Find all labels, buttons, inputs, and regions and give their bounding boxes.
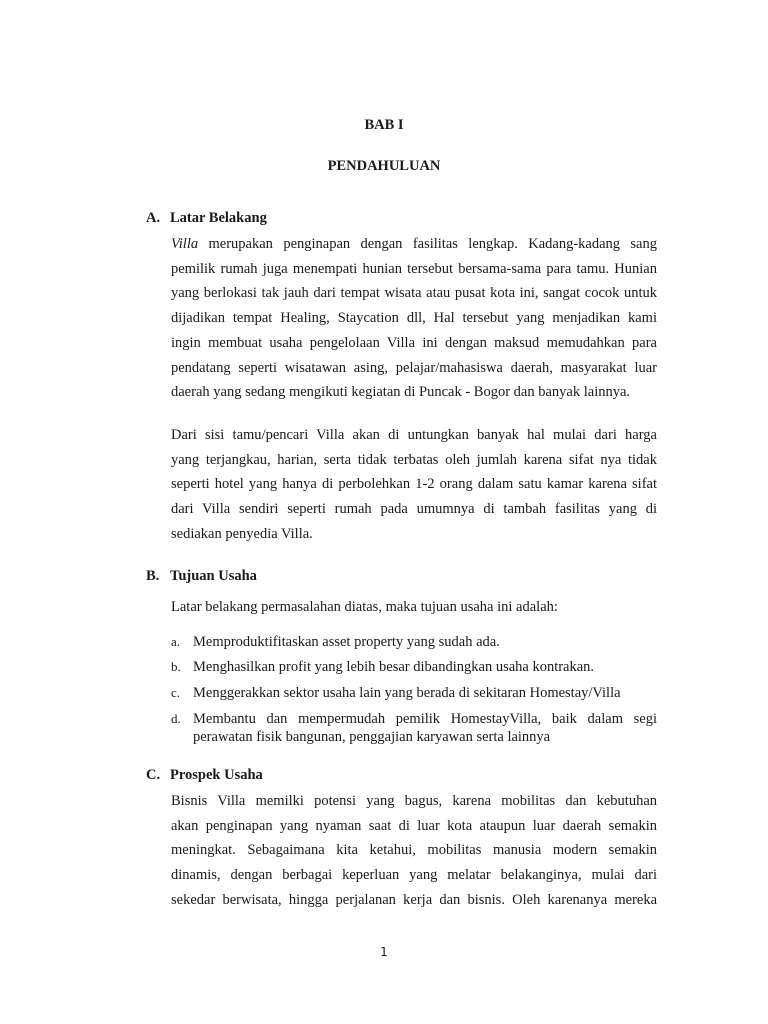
section-heading-c	[146, 767, 263, 784]
italic-term: Villa	[171, 236, 199, 252]
paragraph-line: sediakan penyedia Villa.	[171, 525, 313, 542]
paragraph-line: akan penginapan yang nyaman saat di luar kota ataupun luar daerah semakin	[171, 817, 657, 834]
paragraph-line: daerah yang sedang mengikuti kegiatan di Puncak - Bogor dan banyak lainnya.	[171, 384, 631, 401]
paragraph-line: pendatang seperti wisatawan asing, pelajar/mahasiswa daerah, masyarakat luar	[171, 359, 657, 376]
paragraph-line: seperti hotel yang hanya di perbolehkan 1-2 orang dalam satu kamar karena sifat	[171, 476, 657, 493]
paragraph-line: dinamis, dengan berbagai keperluan yang melatar belakanginya, mulai dari	[171, 867, 657, 884]
paragraph-prospek	[171, 789, 657, 913]
list-item-text: perawatan fisik bangunan, penggajian karyawan serta lainnya	[193, 729, 551, 745]
paragraph-line: sekedar berwisata, hingga perjalanan kerja dan bisnis. Oleh karenanya mereka	[171, 891, 657, 908]
list-item-text: Menggerakkan sektor usaha lain yang berada di sekitaran Homestay/Villa	[193, 685, 621, 701]
section-heading-b	[146, 568, 257, 585]
tujuan-intro: Latar belakang permasalahan diatas, maka tujuan usaha ini adalah:	[171, 599, 558, 615]
page-number: 1	[380, 945, 388, 959]
paragraph-latar-2	[171, 423, 657, 547]
list-item-text: Membantu dan mempermudah pemilik HomestayVilla, baik dalam segi	[193, 711, 657, 727]
paragraph-line: ingin membuat usaha pengelolaan Villa ini dengan maksud memudahkan para	[171, 334, 657, 351]
section-label: A.	[146, 210, 161, 226]
paragraph-line: yang berlokasi tak jauh dari tempat wisata atau pusat kota ini, sangat cocok untuk	[171, 285, 657, 302]
line-text: merupakan penginapan dengan fasilitas lengkap. Kadang-kadang sang	[198, 236, 657, 252]
list-marker: d.	[171, 711, 181, 726]
list-item-text: Menghasilkan profit yang lebih besar dibandingkan usaha kontrakan.	[193, 659, 595, 675]
section-title: Tujuan Usaha	[170, 568, 257, 584]
list-marker: c.	[171, 685, 181, 700]
list-marker: b.	[171, 659, 181, 674]
chapter-title: PENDAHULUAN	[327, 158, 441, 174]
paragraph-line: Dari sisi tamu/pencari Villa akan di untungkan banyak hal mulai dari harga	[171, 427, 657, 443]
paragraph-line: dijadikan tempat Healing, Staycation dll, Hal tersebut yang menjadikan kami	[171, 310, 657, 327]
list-item-text: Memproduktifitaskan asset property yang sudah ada.	[193, 634, 500, 650]
paragraph-latar-1	[171, 232, 657, 405]
chapter-number: BAB I	[364, 117, 404, 133]
section-heading-a	[146, 210, 267, 227]
section-label: B.	[146, 568, 160, 584]
paragraph-line: yang terjangkau, harian, serta tidak terbatas oleh jumlah karena sifat nya tidak	[171, 451, 657, 468]
paragraph-line: Bisnis Villa memilki potensi yang bagus, karena mobilitas dan kebutuhan	[171, 793, 657, 809]
section-title: Latar Belakang	[170, 210, 267, 226]
section-label: C.	[146, 767, 161, 783]
paragraph-line: dari Villa sendiri seperti rumah pada umumnya di tambah fasilitas yang di	[171, 501, 657, 518]
list-marker: a.	[171, 634, 181, 649]
section-title: Prospek Usaha	[170, 767, 263, 783]
paragraph-line	[171, 232, 657, 257]
paragraph-line: pemilik rumah juga menempati hunian tersebut bersama-sama para tamu. Hunian	[171, 260, 657, 277]
paragraph-line: meningkat. Sebagaimana kita ketahui, mobilitas manusia modern semakin	[171, 842, 657, 859]
